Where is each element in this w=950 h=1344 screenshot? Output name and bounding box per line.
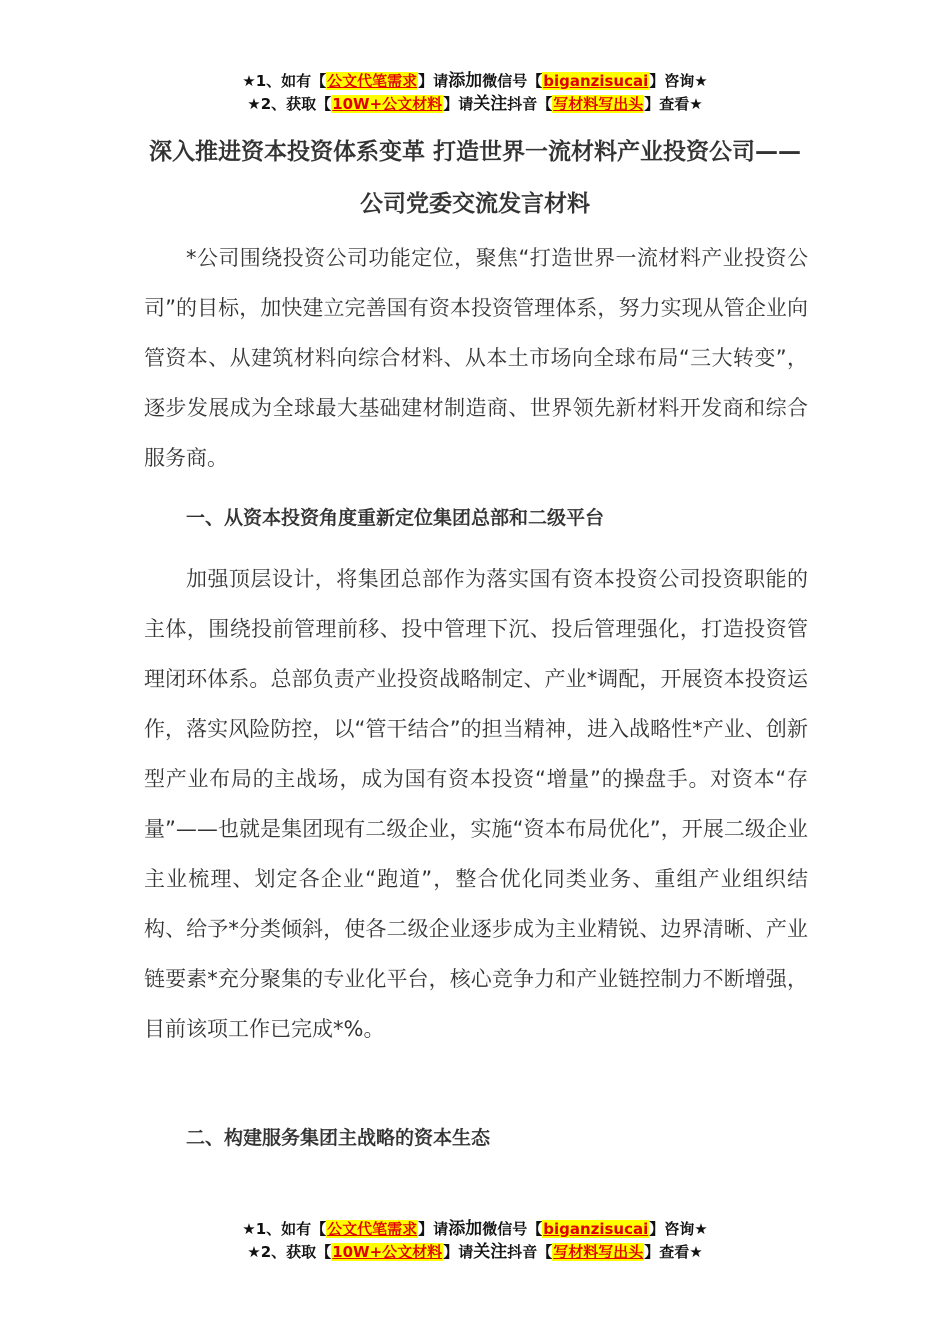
section-2-heading: 二、构建服务集团主战略的资本生态 — [186, 1127, 491, 1149]
banner-line-2: ★2、获取【10W+公文材料】请关注抖音【写材料写出头】查看★ — [247, 94, 703, 114]
footer-line-1: ★1、如有【公文代笔需求】请添加微信号【biganzisucai】咨询★ — [242, 1219, 708, 1239]
banner-line-1: ★1、如有【公文代笔需求】请添加微信号【biganzisucai】咨询★ — [242, 71, 708, 91]
highlight-wechat-id: biganzisucai — [543, 1220, 649, 1238]
highlight-douyin: 写材料写出头 — [553, 1243, 644, 1261]
highlight-materials: 10W+公文材料 — [332, 1243, 443, 1261]
intro-paragraph: *公司围绕投资公司功能定位，聚焦“打造世界一流材料产业投资公司”的目标，加快建立完善国有资本投资管理体系，努力实现从管企业向管资本、从建筑材料向综合材料、从本土市场向全球布局“三大转变”，逐步发展成为全球最大基础建材制造商、世界领先新材料开发商和综合服务商。 — [144, 246, 808, 470]
footer-line-2: ★2、获取【10W+公文材料】请关注抖音【写材料写出头】查看★ — [247, 1242, 703, 1262]
header-banner — [0, 70, 950, 116]
document-title: 深入推进资本投资体系变革 打造世界一流材料产业投资公司——公司党委交流发言材料 — [148, 139, 801, 217]
highlight-ghostwriting: 公文代笔需求 — [327, 1220, 418, 1238]
section-1-heading: 一、从资本投资角度重新定位集团总部和二级平台 — [186, 507, 605, 529]
highlight-douyin: 写材料写出头 — [553, 95, 644, 113]
highlight-wechat-id: biganzisucai — [543, 72, 649, 90]
footer-banner — [0, 1218, 950, 1264]
highlight-ghostwriting: 公文代笔需求 — [327, 72, 418, 90]
section-1-body: 加强顶层设计，将集团总部作为落实国有资本投资公司投资职能的主体，围绕投前管理前移、投中管理下沉、投后管理强化，打造投资管理闭环体系。总部负责产业投资战略制定、产业*调配，开展资本投资运作，落实风险防控，以“管干结合”的担当精神，进入战略性*产业、创新型产业布局的主战场，成为国有资本投资“增量”的操盘手。对资本“存量”——也就是集团现有二级企业，实施“资本布局优化”，开展二级企业主业梳理、划定各企业“跑道”，整合优化同类业务、重组产业组织结构、给予*分类倾斜，使各二级企业逐步成为主业精锐、边界清晰、产业链要素*充分聚集的专业化平台，核心竞争力和产业链控制力不断增强，目前该项工作已完成*%。 — [144, 567, 808, 1041]
highlight-materials: 10W+公文材料 — [332, 95, 443, 113]
